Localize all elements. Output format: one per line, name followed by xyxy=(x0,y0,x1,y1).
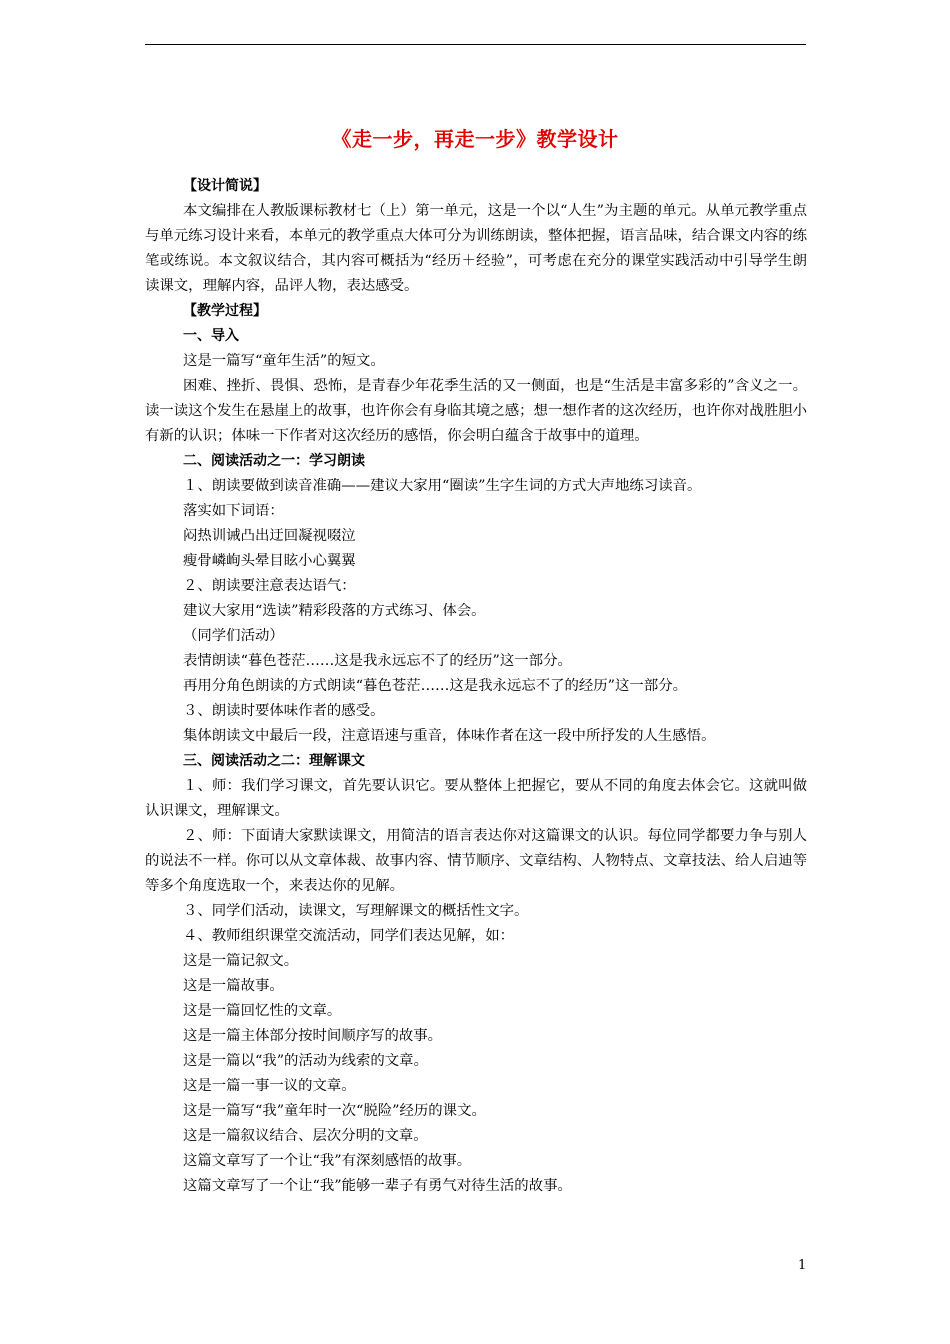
paragraph: １、师：我们学习课文，首先要认识它。要从整体上把握它，要从不同的角度去体会它。这就叫做认识课文，理解课文。 xyxy=(145,778,807,819)
paragraph: ４、教师组织课堂交流活动，同学们表达见解，如： xyxy=(183,928,514,944)
paragraph: 这是一篇写“童年生活”的短文。 xyxy=(183,353,385,369)
paragraph: ３、同学们活动，读课文，写理解课文的概括性文字。 xyxy=(183,903,529,919)
list-item: 这是一篇记叙文。 xyxy=(183,953,299,969)
section-heading: 一、导入 xyxy=(183,328,239,344)
paragraph: 瘦骨嶙峋头晕目眩小心翼翼 xyxy=(183,553,356,569)
paragraph: ３、朗读时要体味作者的感受。 xyxy=(183,703,385,719)
paragraph: ２、朗读要注意表达语气： xyxy=(183,578,356,594)
document-title: 《走一步，再走一步》教学设计 xyxy=(331,127,619,151)
list-item: 这是一篇以“我”的活动为线索的文章。 xyxy=(183,1053,428,1069)
paragraph: 落实如下词语： xyxy=(183,503,284,519)
list-item: 这篇文章写了一个让“我”有深刻感悟的故事。 xyxy=(183,1153,472,1169)
page-number: 1 xyxy=(798,1258,807,1273)
paragraph: 表情朗读“暮色苍茫……这是我永远忘不了的经历”这一部分。 xyxy=(183,653,572,669)
section-heading: 【教学过程】 xyxy=(183,303,267,319)
paragraph: ２、师：下面请大家默读课文，用简洁的语言表达你对这篇课文的认识。每位同学都要力争与别人的说法不一样。你可以从文章体裁、故事内容、情节顺序、文章结构、人物特点、文章技法、给人启迪等等多个角度选取一个，来表达你的见解。 xyxy=(145,828,807,894)
section-heading: 二、阅读活动之一：学习朗读 xyxy=(183,453,365,469)
paragraph: 建议大家用“选读”精彩段落的方式练习、体会。 xyxy=(183,603,486,619)
paragraph: 再用分角色朗读的方式朗读“暮色苍茫……这是我永远忘不了的经历”这一部分。 xyxy=(183,678,687,694)
paragraph: １、朗读要做到读音准确——建议大家用“圈读”生字生词的方式大声地练习读音。 xyxy=(183,478,702,494)
document-body xyxy=(145,174,807,1199)
list-item: 这是一篇主体部分按时间顺序写的故事。 xyxy=(183,1028,443,1044)
paragraph: 闷热训诫凸出迂回凝视啜泣 xyxy=(183,528,356,544)
list-item: 这篇文章写了一个让“我”能够一辈子有勇气对待生活的故事。 xyxy=(183,1178,572,1194)
paragraph: （同学们活动） xyxy=(183,628,284,644)
paragraph: 集体朗读文中最后一段，注意语速与重音，体味作者在这一段中所抒发的人生感悟。 xyxy=(183,728,716,744)
section-heading: 【设计简说】 xyxy=(183,178,267,194)
header-rule xyxy=(145,44,806,45)
list-item: 这是一篇故事。 xyxy=(183,978,284,994)
list-item: 这是一篇写“我”童年时一次“脱险”经历的课文。 xyxy=(183,1103,486,1119)
paragraph: 困难、挫折、畏惧、恐怖，是青春少年花季生活的又一侧面，也是“生活是丰富多彩的”含义之一。读一读这个发生在悬崖上的故事，也许你会有身临其境之感；想一想作者的这次经历，也许你对战胜胆小有新的认识；体味一下作者对这次经历的感悟，你会明白蕴含于故事中的道理。 xyxy=(145,378,807,444)
list-item: 这是一篇回忆性的文章。 xyxy=(183,1003,342,1019)
section-heading: 三、阅读活动之二：理解课文 xyxy=(183,753,365,769)
paragraph: 本文编排在人教版课标教材七（上）第一单元，这是一个以“人生”为主题的单元。从单元教学重点与单元练习设计来看，本单元的教学重点大体可分为训练朗读，整体把握，语言品味，结合课文内容的练笔或练说。本文叙议结合，其内容可概括为“经历＋经验”，可考虑在充分的课堂实践活动中引导学生朗读课文，理解内容，品评人物，表达感受。 xyxy=(145,203,807,294)
list-item: 这是一篇叙议结合、层次分明的文章。 xyxy=(183,1128,428,1144)
list-item: 这是一篇一事一议的文章。 xyxy=(183,1078,356,1094)
